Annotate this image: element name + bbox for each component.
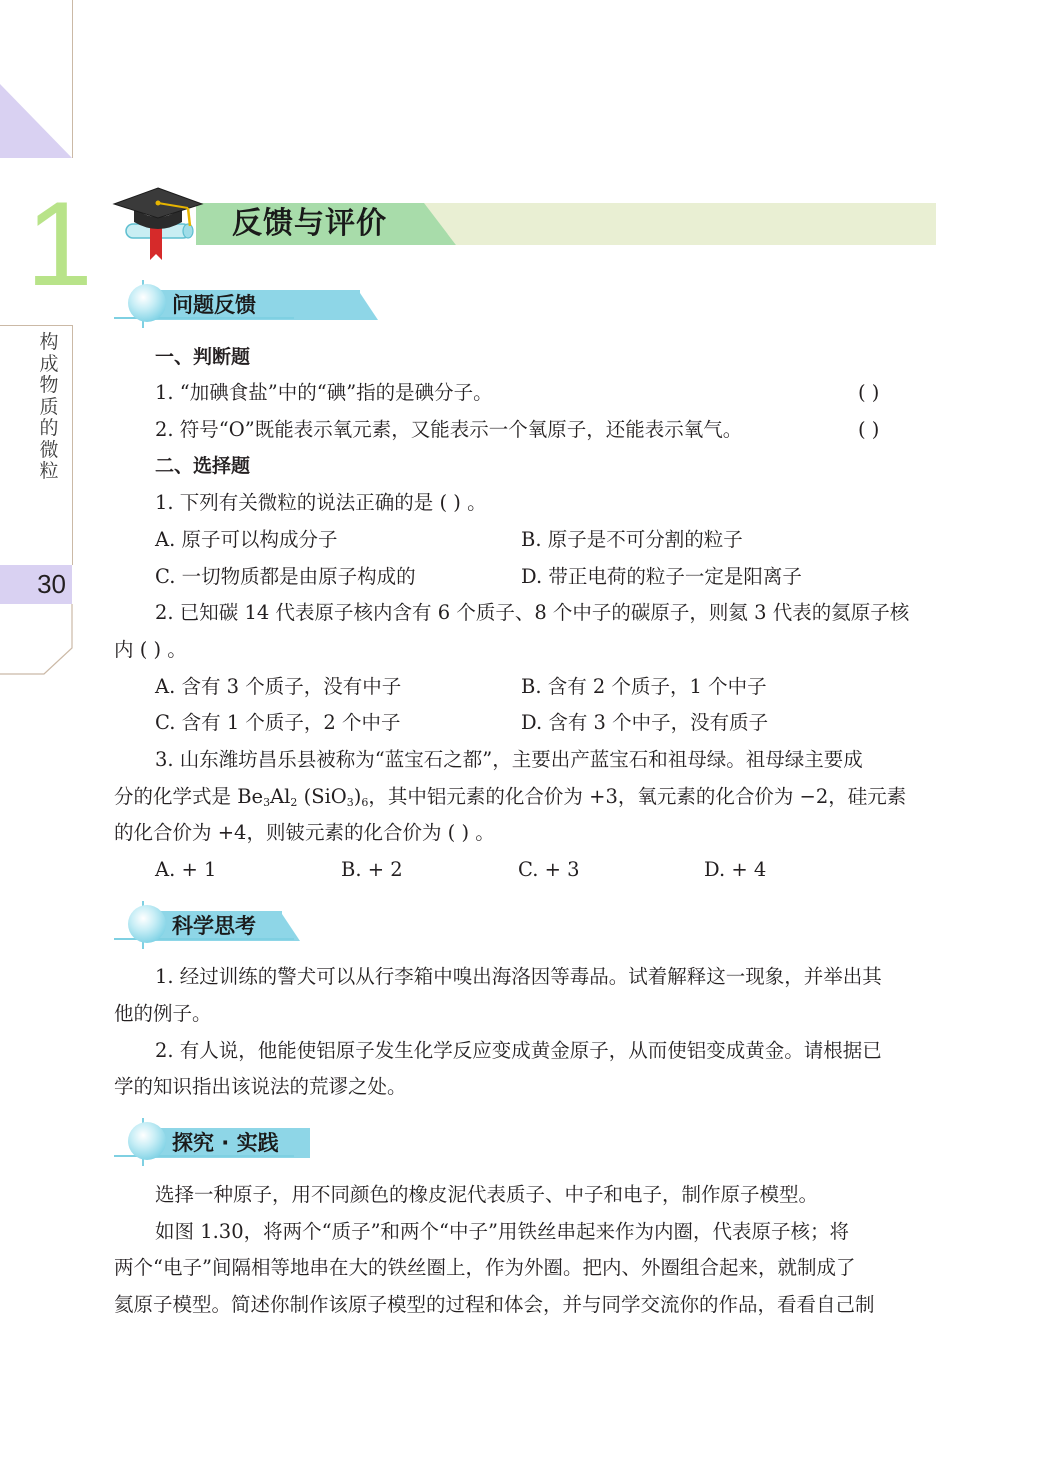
thinking-q1-cont: 他的例子。: [114, 1002, 212, 1025]
thinking-q2-cont: 学的知识指出该说法的荒谬之处。: [114, 1075, 407, 1098]
section-bar-tip: [280, 911, 300, 941]
practice-text: 两个“电子”间隔相等地串在大的铁丝圈上，作为外圈。把内、外圈组合起来，就制成了: [114, 1256, 856, 1279]
choice-q3-formula-line: 分的化学式是 $Be_3Al_2$ $(SiO_3)_6$，其中铝元素的化合价为 +3，氧元素的化合价为 −2，硅元素: [114, 785, 907, 809]
choice-q3-stem: 3. 山东潍坊昌乐县被称为“蓝宝石之都”，主要出产蓝宝石和祖母绿。祖母绿主要成: [155, 748, 863, 771]
section-bubble-icon: [128, 284, 166, 322]
thinking-q1: 1. 经过训练的警犬可以从行李箱中嗅出海洛因等毒品。试着解释这一现象，并举出其: [155, 965, 882, 988]
choice-q1-stem: 1. 下列有关微粒的说法正确的是 ( ) 。: [155, 491, 487, 514]
section-title: 探究 · 实践: [172, 1131, 279, 1155]
chapter-title: 构成物质的微粒: [39, 331, 59, 482]
section-label-inquiry-practice: [114, 1124, 314, 1164]
section-title: 科学思考: [172, 914, 256, 938]
section-label-science-thinking: [114, 907, 314, 947]
choice-option[interactable]: D. + 4: [704, 858, 767, 881]
practice-text: 如图 1.30，将两个“质子”和两个“中子”用铁丝串起来作为内圈，代表原子核；将: [155, 1220, 849, 1243]
choice-q3-stem-cont: 的化合价为 +4，则铍元素的化合价为 ( ) 。: [114, 821, 495, 844]
choice-option[interactable]: D. 带正电荷的粒子一定是阳离子: [521, 565, 802, 588]
choice-q2-stem: 2. 已知碳 14 代表原子核内含有 6 个质子、8 个中子的碳原子，则氦 3 代表的氦原子核: [155, 601, 910, 624]
thinking-q2: 2. 有人说，他能使铝原子发生化学反应变成黄金原子，从而使铝变成黄金。请根据已: [155, 1039, 882, 1062]
page-number: 30: [37, 569, 66, 599]
chapter-divider: [0, 325, 72, 326]
graduation-cap-icon: [110, 182, 206, 264]
chapter-tab-triangle: [0, 84, 72, 158]
choice-option[interactable]: C. + 3: [518, 858, 580, 881]
answer-blank[interactable]: ( ): [858, 418, 880, 441]
choice-option[interactable]: A. 原子可以构成分子: [155, 528, 338, 551]
section-title: 问题反馈: [172, 293, 256, 317]
choice-option[interactable]: C. 含有 1 个质子，2 个中子: [155, 711, 401, 734]
choice-option[interactable]: A. 含有 3 个质子，没有中子: [155, 675, 402, 698]
choice-option[interactable]: B. + 2: [341, 858, 403, 881]
banner-title: 反馈与评价: [232, 206, 387, 241]
judge-heading: 一、判断题: [155, 346, 251, 368]
section-bar-tip: [358, 290, 378, 320]
practice-text: 氦原子模型。简述你制作该原子模型的过程和体会，并与同学交流你的作品，看看自己制: [114, 1293, 875, 1316]
judge-q2: 2. 符号“O”既能表示氧元素，又能表示一个氧原子，还能表示氧气。: [155, 418, 743, 441]
margin-line: [72, 0, 73, 158]
section-bubble-icon: [128, 1122, 166, 1160]
judge-q1: 1. “加碘食盐”中的“碘”指的是碘分子。: [155, 381, 493, 404]
choice-option[interactable]: B. 含有 2 个质子，1 个中子: [521, 675, 767, 698]
choice-option[interactable]: B. 原子是不可分割的粒子: [521, 528, 743, 551]
banner-diagonal: [420, 203, 456, 245]
choice-q2-stem-cont: 内 ( ) 。: [114, 638, 187, 661]
practice-intro: 选择一种原子，用不同颜色的橡皮泥代表质子、中子和电子，制作原子模型。: [155, 1183, 819, 1206]
choice-option[interactable]: A. + 1: [155, 858, 217, 881]
section-label-feedback: [114, 286, 314, 326]
tab-corner-outline: [0, 604, 74, 676]
section-bubble-icon: [128, 905, 166, 943]
choice-option[interactable]: C. 一切物质都是由原子构成的: [155, 565, 416, 588]
answer-blank[interactable]: ( ): [858, 381, 880, 404]
chapter-number: 1: [26, 177, 93, 311]
choice-heading: 二、选择题: [155, 455, 251, 477]
margin-line: [72, 325, 73, 565]
choice-option[interactable]: D. 含有 3 个中子，没有质子: [521, 711, 769, 734]
